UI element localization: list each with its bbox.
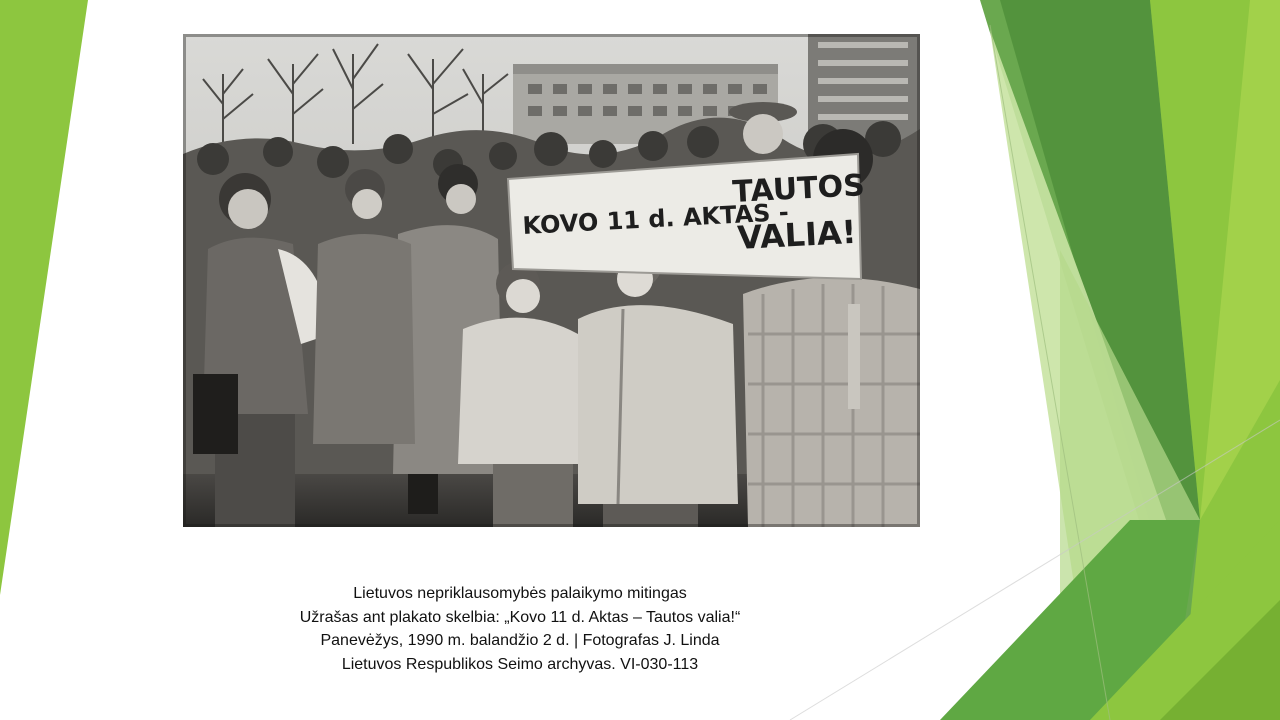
caption-line-archive: Lietuvos Respublikos Seimo archyvas. VI-030-113 bbox=[341, 655, 699, 673]
caption-line-title: Lietuvos nepriklausomybės palaikymo mitingas bbox=[353, 585, 687, 602]
caption-line-placard: Užrašas ant plakato skelbia: „Kovo 11 d. Aktas – Tautos valia!“ bbox=[299, 608, 741, 626]
placard-left-text: KOVO 11 d. AKTAS - bbox=[521, 198, 790, 240]
left-accent-facet bbox=[0, 0, 88, 595]
rally-photograph bbox=[183, 34, 920, 527]
placard-right-line2: VALIA! bbox=[736, 212, 858, 257]
photo-caption bbox=[220, 582, 820, 676]
caption-line-place-date: Panevėžys, 1990 m. balandžio 2 d. | Fotografas J. Linda bbox=[320, 632, 720, 649]
placard-right-line1: TAUTOS bbox=[731, 168, 866, 210]
photo-illustration bbox=[183, 34, 920, 527]
